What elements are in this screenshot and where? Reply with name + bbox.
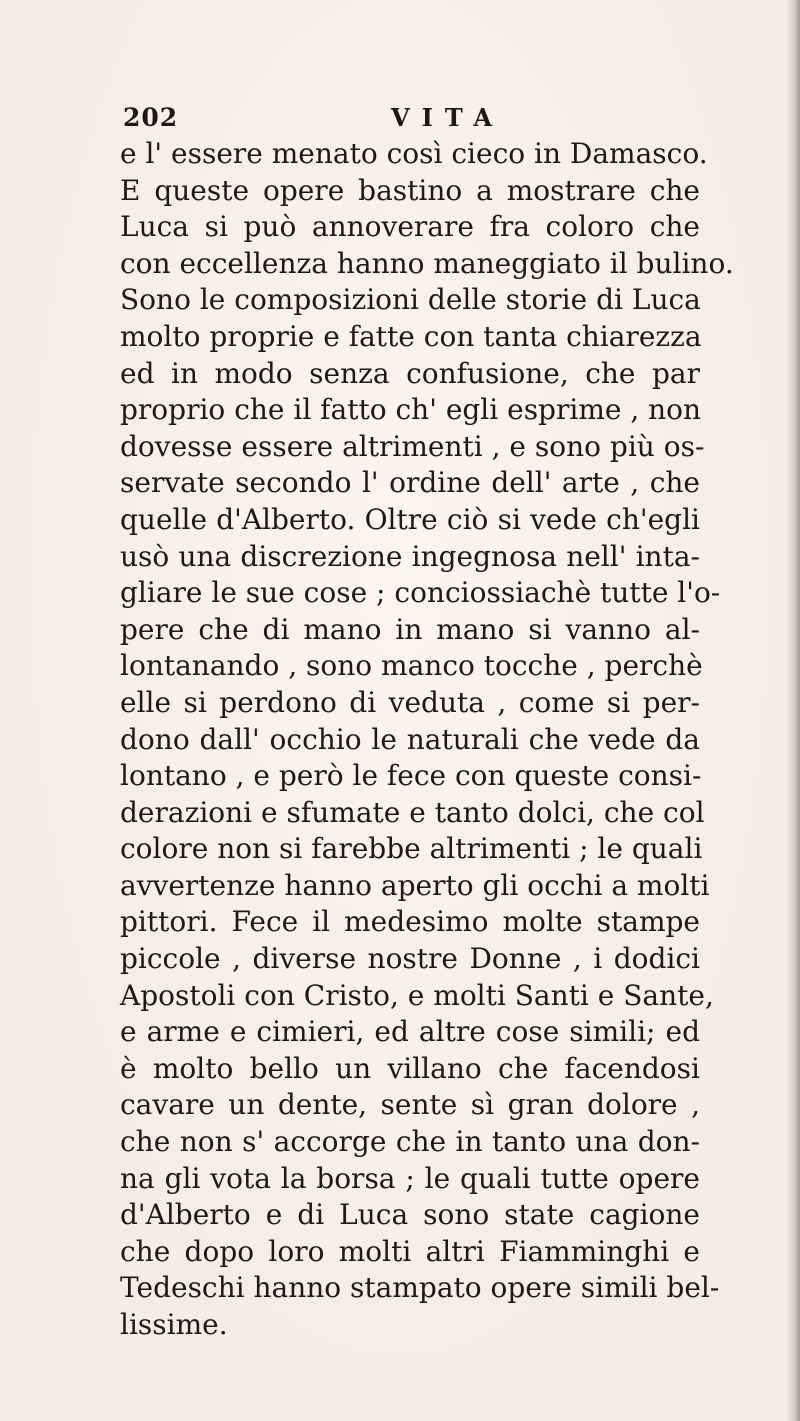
body-text [120,136,734,1344]
text-line: ed in modo senza confusione, che par [120,356,700,390]
text-line: servate secondo l' ordine dell' arte , che [120,466,700,500]
text-line: dono dall' occhio le naturali che vede da [120,722,700,756]
running-head: VITA [391,103,505,132]
text-line: proprio che il fatto ch' egli esprime , non [120,393,702,427]
text-line: d'Alberto e di Luca sono state cagione [120,1198,700,1232]
text-line: con eccellenza hanno maneggiato il bulino. [120,246,734,280]
text-line: Apostoli con Cristo, e molti Santi e Sante, [120,978,714,1012]
text-line: lontano , e però le fece con queste consi- [120,759,702,793]
text-line: pere che di mano in mano si vanno al- [120,612,700,646]
page-number: 202 [123,103,179,132]
text-line: cavare un dente, sente sì gran dolore , [120,1088,700,1122]
text-line: usò una discrezione ingegnosa nell' inta- [120,539,700,573]
text-line: gliare le sue cose ; conciossiachè tutte l'o- [120,576,721,610]
text-line: lontanando , sono manco tocche , perchè [120,649,703,683]
text-line: avvertenze hanno aperto gli occhi a molti [120,868,710,902]
text-line: na gli vota la borsa ; le quali tutte opere [120,1161,700,1195]
page-header [123,98,693,138]
text-line: è molto bello un villano che facendosi [120,1051,700,1085]
text-line: elle si perdono di veduta , come si per- [120,685,700,719]
text-line: Sono le composizioni delle storie di Luca [120,283,701,317]
text-line: dovesse essere altrimenti , e sono più os- [120,429,705,463]
text-line: che non s' accorge che in tanto una don- [120,1125,700,1159]
text-line: derazioni e sfumate e tanto dolci, che col [120,795,705,829]
text-line: molto proprie e fatte con tanta chiarezza [120,319,702,353]
text-line: piccole , diverse nostre Donne , i dodici [120,942,700,976]
text-line: pittori. Fece il medesimo molte stampe [120,905,700,939]
text-line: Tedeschi hanno stampato opere simili bel- [120,1271,720,1305]
text-line: Luca si può annoverare fra coloro che [120,210,700,244]
text-line: e arme e cimieri, ed altre cose simili; ed [120,1015,700,1049]
text-line: colore non si farebbe altrimenti ; le quali [120,832,703,866]
text-line: e l' essere menato così cieco in Damasco. [120,137,708,170]
page-edge-shadow [786,0,800,1421]
text-line: E queste opere bastino a mostrare che [120,173,700,207]
text-line: lissime. [120,1308,228,1341]
text-line: quelle d'Alberto. Oltre ciò si vede ch'egli [120,502,700,536]
text-line: che dopo loro molti altri Fiamminghi e [120,1234,700,1268]
